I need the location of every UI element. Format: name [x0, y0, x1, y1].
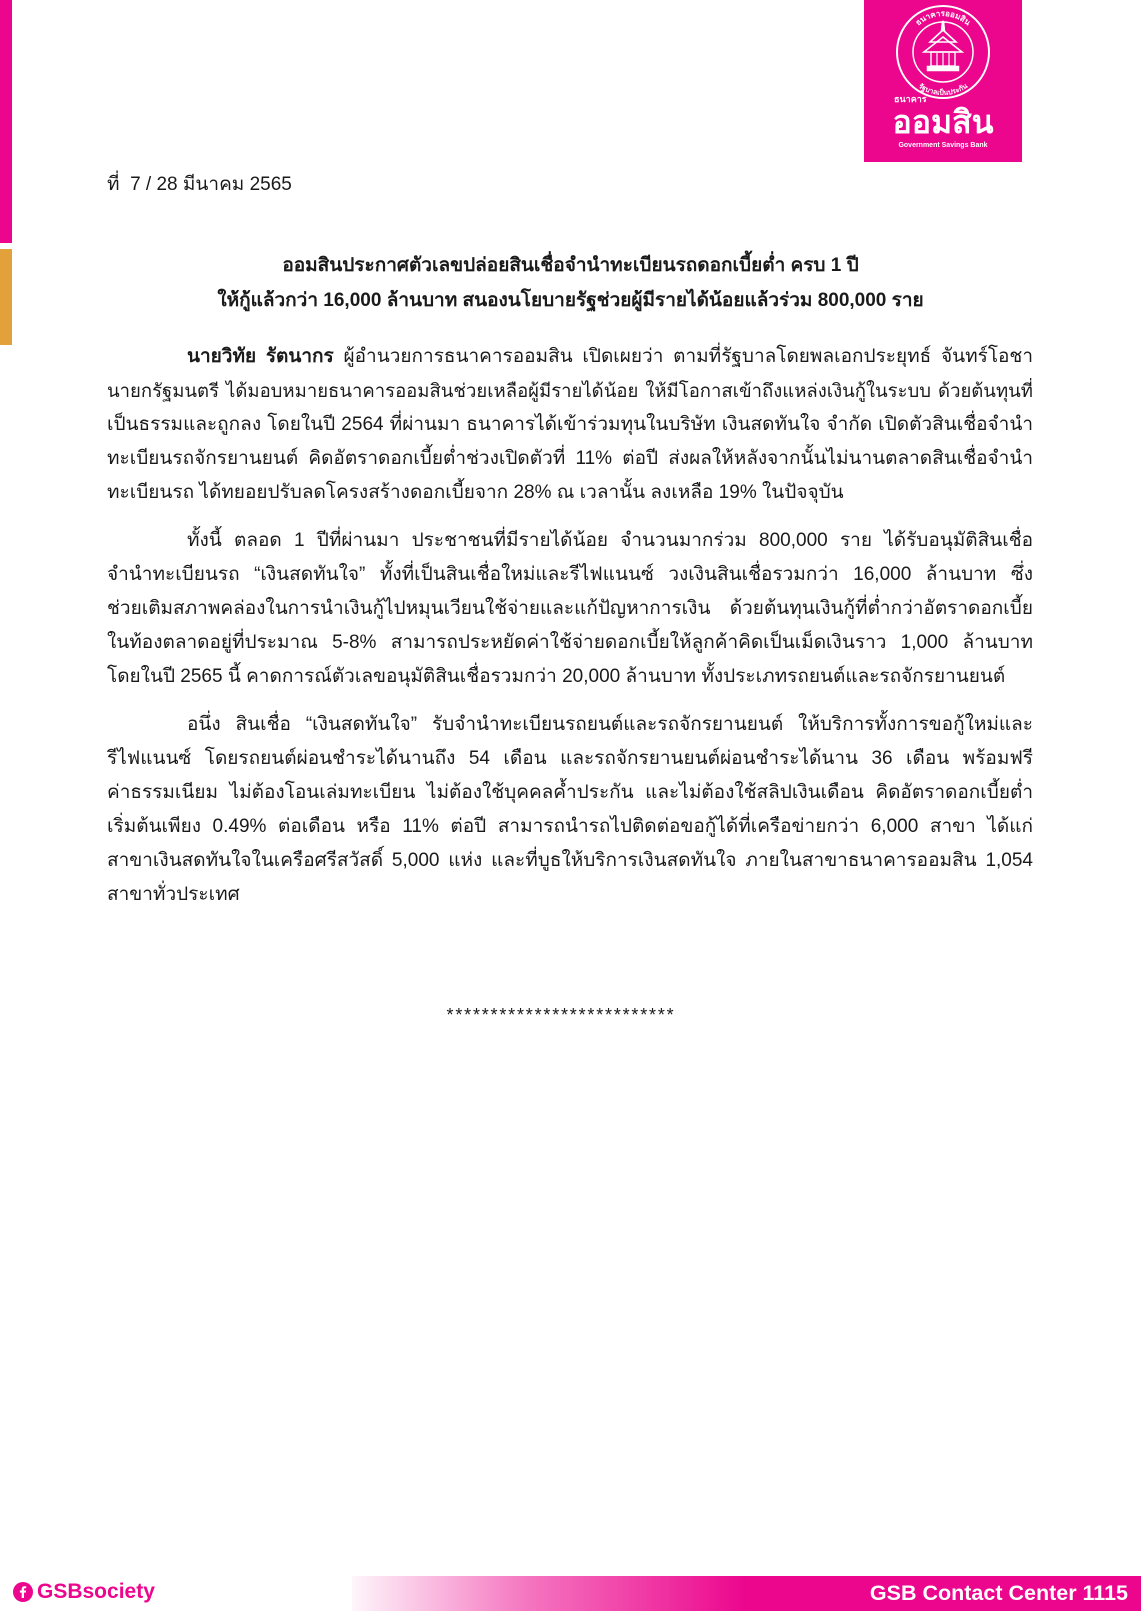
paragraph-line: ช่วยเติมสภาพคล่องในการนำเงินกู้ไปหมุนเวียนใช้จ่ายและแก้ปัญหาการเงิน ด้วยต้นทุนเงินกู้ที่ต่ำกว่าอัตราดอกเบี้ย [107, 598, 1033, 619]
end-separator: ************************** [446, 1005, 676, 1025]
left-gold-strip [0, 249, 12, 345]
paragraph-line: ค่าธรรมเนียม ไม่ต้องโอนเล่มทะเบียน ไม่ต้องใช้บุคคลค้ำประกัน และไม่ต้องใช้สลิปเงินเดือน คิดอัตราดอกเบี้ยต่ำ [107, 782, 1033, 803]
paragraph-2 [107, 524, 1033, 694]
paragraph-line: รีไฟแนนซ์ โดยรถยนต์ผ่อนชำระได้นานถึง 54 เดือน และรถจักรยานยนต์ผ่อนชำระได้นาน 36 เดือน พร้อมฟรี [107, 748, 1033, 769]
paragraph-line: นายกรัฐมนตรี ได้มอบหมายธนาคารออมสินช่วยเหลือผู้มีรายได้น้อย ให้มีโอกาสเข้าถึงแหล่งเงินกู้ในระบบ ด้วยต้นทุนที่ [107, 380, 1033, 401]
paragraph-1 [107, 340, 1033, 510]
paragraph-line: เริ่มต้นเพียง 0.49% ต่อเดือน หรือ 11% ต่อปี สามารถนำรถไปติดต่อขอกู้ได้ที่เครือข่ายกว่า 6,000 สาขา ได้แก่ [107, 816, 1033, 837]
paragraph-line: ทั้งนี้ ตลอด 1 ปีที่ผ่านมา ประชาชนที่มีรายได้น้อย จำนวนมากร่วม 800,000 ราย ได้รับอนุมัติสินเชื่อ [187, 530, 1033, 551]
gsb-logo [864, 0, 1022, 162]
seal-top-text: ธนาคารออมสิน [913, 8, 973, 28]
document-body [107, 340, 1033, 1032]
paragraph-line: เป็นธรรมและถูกลง โดยในปี 2564 ที่ผ่านมา ธนาคารได้เข้าร่วมทุนในบริษัท เงินสดทันใจ จำกัด เปิดตัวสินเชื่อจำนำ [107, 414, 1033, 435]
paragraph-3 [107, 708, 1033, 912]
paragraph-line: อนึ่ง สินเชื่อ “เงินสดทันใจ” รับจำนำทะเบียนรถยนต์และรถจักรยานยนต์ ให้บริการทั้งการขอกู้ใหม่และ [187, 714, 1033, 735]
left-pink-strip [0, 0, 12, 243]
contact-center: GSB Contact Center 1115 [869, 1581, 1128, 1605]
title-line-1: ออมสินประกาศตัวเลขปล่อยสินเชื่อจำนำทะเบียนรถดอกเบี้ยต่ำ ครบ 1 ปี [282, 255, 859, 276]
logo-prefix-text: ธนาคาร [894, 94, 927, 104]
social-handle: GSBsociety [37, 1580, 155, 1603]
paragraph-line: ทะเบียนรถ ได้ทยอยปรับลดโครงสร้างดอกเบี้ยจาก 28% ณ เวลานั้น ลงเหลือ 19% ในปัจจุบัน [107, 482, 844, 503]
temple-pavilion-icon [924, 21, 962, 71]
logo-english-text: Government Savings Bank [898, 142, 988, 149]
document-title [60, 248, 1081, 318]
footer-bar [352, 1576, 1141, 1611]
document-reference: ที่ 7 / 28 มีนาคม 2565 [107, 174, 292, 195]
paragraph-line: สาขาทั่วประเทศ [107, 884, 240, 905]
title-line-2: ให้กู้แล้วกว่า 16,000 ล้านบาท สนองนโยบายรัฐช่วยผู้มีรายได้น้อยแล้วร่วม 800,000 ราย [217, 290, 924, 311]
logo-name-text: ออมสิน [892, 104, 994, 140]
paragraph-line [107, 340, 1033, 374]
speaker-name: นายวิทัย รัตนากร [187, 346, 334, 367]
paragraph-line: โดยในปี 2565 นี้ คาดการณ์ตัวเลขอนุมัติสินเชื่อรวมกว่า 20,000 ล้านบาท ทั้งประเภทรถยนต์และรถจักรยานยนต์ [107, 666, 1006, 687]
paragraph-line-text: ผู้อำนวยการธนาคารออมสิน เปิดเผยว่า ตามที่รัฐบาลโดยพลเอกประยุทธ์ จันทร์โอชา [343, 346, 1033, 367]
gsb-seal-icon [864, 0, 1022, 100]
paragraph-line: สาขาเงินสดทันใจในเครือศรีสวัสดิ์ 5,000 แห่ง และที่บูธให้บริการเงินสดทันใจ ภายในสาขาธนาคารออมสิน 1,054 [107, 850, 1033, 871]
paragraph-line: ในท้องตลาดอยู่ที่ประมาณ 5-8% สามารถประหยัดค่าใช้จ่ายดอกเบี้ยให้ลูกค้าคิดเป็นเม็ดเงินราว 1,000 ล้านบาท [107, 632, 1033, 653]
facebook-icon [13, 1582, 33, 1602]
paragraph-line: ทะเบียนรถจักรยานยนต์ คิดอัตราดอกเบี้ยต่ำช่วงเปิดตัวที่ 11% ต่อปี ส่งผลให้หลังจากนั้นไม่นานตลาดสินเชื่อจำนำ [107, 448, 1033, 469]
seal-bottom-text: รัฐบาลเป็นประกัน [917, 82, 969, 98]
paragraph-line: จำนำทะเบียนรถ “เงินสดทันใจ” ทั้งที่เป็นสินเชื่อใหม่และรีไฟแนนซ์ วงเงินสินเชื่อรวมกว่า 16,000 ล้านบาท ซึ่ง [107, 564, 1033, 585]
